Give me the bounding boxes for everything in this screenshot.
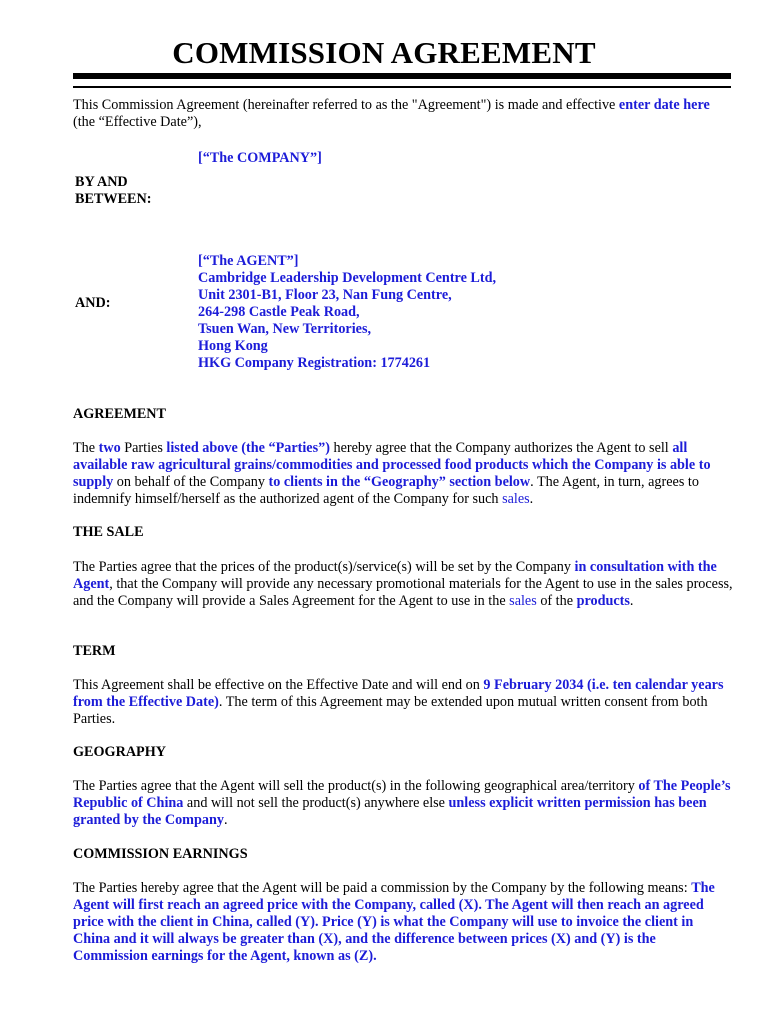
geography-heading: GEOGRAPHY [73,744,167,760]
agreement-highlight: listed above (the “Parties”) [166,440,330,456]
agent-line: 264-298 Castle Peak Road, [198,304,360,320]
commission-paragraph [73,880,733,965]
commission-text: The Parties hereby agree that the Agent will be paid a commission by the Company by the following means: [73,880,692,896]
sale-highlight: products [576,593,630,609]
document-title: COMMISSION AGREEMENT [172,35,596,70]
agent-line: Tsuen Wan, New Territories, [198,321,372,337]
intro-text: This Commission Agreement (hereinafter referred to as the "Agreement") is made and effective [73,97,619,113]
sale-text: , that the Company will provide any necessary promotional materials for the Agent to use in the sales process, and the Company will provide a Sales Agreement for the Agent to use in the [73,576,733,609]
agreement-highlight: sales [502,491,530,507]
term-text: This Agreement shall be effective on the Effective Date and will end on [73,677,484,693]
agent-line: HKG Company Registration: 1774261 [198,355,431,371]
and-label: AND: [75,295,111,311]
intro-text-end: (the “Effective Date”), [73,114,202,130]
agreement-text: . [529,491,534,507]
geography-highlight: unless explicit written permission has been granted by the Company [73,795,707,828]
term-heading: TERM [73,643,116,659]
agreement-highlight: two [98,440,121,456]
sale-text: The Parties agree that the prices of the product(s)/service(s) will be set by the Company [73,559,575,575]
between-text: BETWEEN: [75,191,152,207]
sale-highlight: sales [509,593,537,609]
geography-paragraph [73,778,733,829]
sale-text: of the [536,593,577,609]
agreement-text: Parties [120,440,167,456]
sale-highlight: in consultation with the Agent [73,559,717,592]
agreement-heading: AGREEMENT [73,406,167,422]
agreement-text: The [73,440,99,456]
title-rule-thin [73,86,731,88]
agreement-text: . The Agent, in turn, agrees to indemnify himself/herself as the authorized agent of the Company for such [73,474,699,507]
term-text: . The term of this Agreement may be extended upon mutual written consent from both Parties. [73,694,708,727]
agreement-text: on behalf of the Company [113,474,269,490]
commission-terms: The Agent will first reach an agreed price with the Company, called (X). The Agent will then reach an agreed price with the client in China, called (Y). Price (Y) is what the Company will use to invoice the client in China and it will always be greater than (X), and the difference between prices (X) and (Y) is the Commission earnings for the Agent, known as (Z). [73,880,715,964]
effective-date-placeholder: enter date here [618,97,710,113]
geography-territory: of The People’s Republic of China [73,778,731,811]
term-end-date: 9 February 2034 (i.e. ten calendar years from the Effective Date) [73,677,724,710]
sale-heading: THE SALE [73,524,144,540]
geography-text: . [223,812,228,828]
geography-text: and will not sell the product(s) anywhere else [183,795,449,811]
sale-text: . [629,593,634,609]
sale-paragraph [73,559,733,610]
agent-line: [“The AGENT”] [198,253,299,269]
agent-party [198,253,496,372]
commission-heading: COMMISSION EARNINGS [73,846,248,862]
by-and-between-label [75,174,151,208]
agreement-paragraph [73,440,733,508]
agreement-highlight: all available raw agricultural grains/commodities and processed food products which the Company is able to supply [73,440,711,490]
company-party: [“The COMPANY”] [198,150,322,166]
agreement-text: hereby agree that the Company authorizes the Agent to sell [329,440,673,456]
intro-paragraph [73,97,733,131]
agreement-highlight: to clients in the “Geography” section below [268,474,531,490]
term-paragraph [73,677,733,728]
agent-line: Hong Kong [198,338,268,354]
title-rule-thick [73,73,731,79]
agent-line: Cambridge Leadership Development Centre Ltd, [198,270,497,286]
geography-text: The Parties agree that the Agent will sell the product(s) in the following geographical area/territory [73,778,639,794]
by-and-text: BY AND [75,174,128,190]
agent-line: Unit 2301-B1, Floor 23, Nan Fung Centre, [198,287,452,303]
